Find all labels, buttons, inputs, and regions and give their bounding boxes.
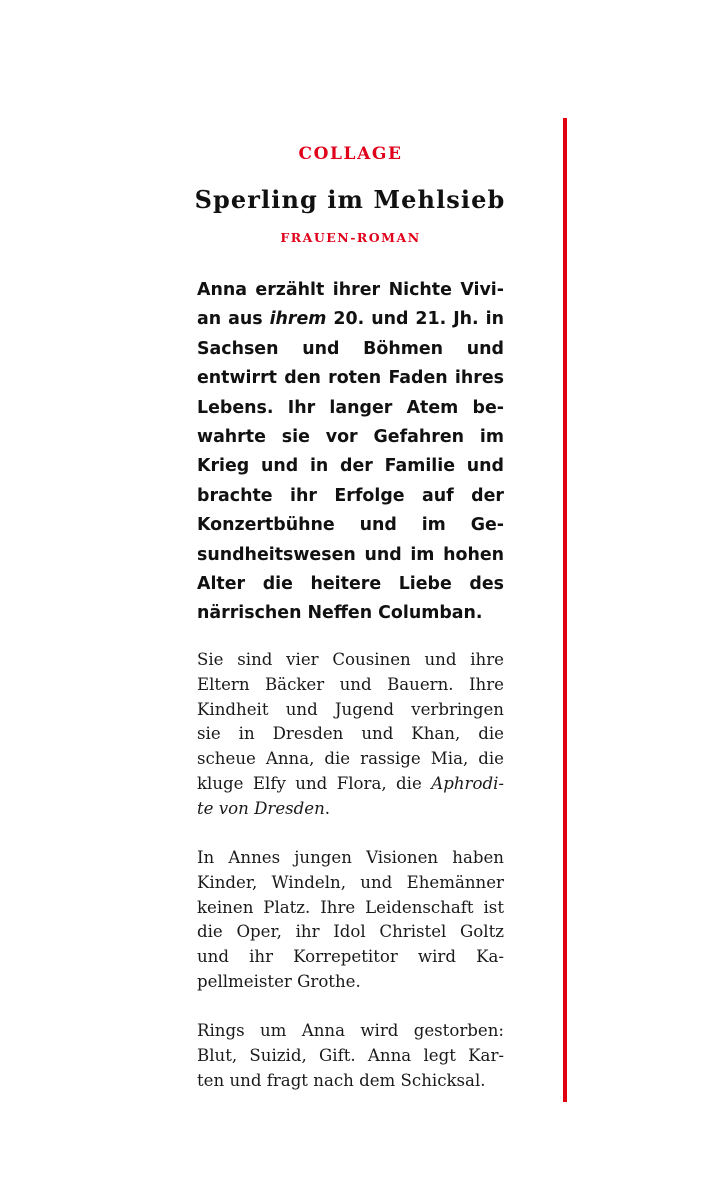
body-line: keinen Platz. Ihre Leidenschaft ist	[197, 897, 504, 917]
body-text-run: kluge Elfy und Flora, die	[197, 773, 432, 793]
paragraph-visions	[197, 846, 504, 995]
body-line: die Oper, ihr Idol Christel Goltz	[197, 922, 504, 942]
blurb-line: Sachsen und Böhmen und	[197, 338, 504, 359]
body-line: Kindheit und Jugend verbringen	[197, 699, 504, 719]
body-line: und ihr Korrepetitor wird Ka-	[197, 947, 504, 966]
body-emphasis: Aphrodi-	[431, 773, 504, 793]
vertical-red-rule	[563, 118, 567, 1102]
blurb-text: 20. und 21. Jh. in	[326, 309, 504, 330]
blurb-line: Lebens. Ihr langer Atem be-	[197, 397, 504, 418]
blurb-line: Anna erzählt ihrer Nichte Vivi-	[197, 280, 504, 300]
body-text-run: .	[324, 798, 331, 818]
paragraph-cousins	[197, 648, 504, 821]
blurb-line: wahrte sie vor Gefahren im	[197, 426, 504, 447]
blurb-line: brachte ihr Erfolge auf der	[197, 485, 504, 506]
body-line	[197, 797, 504, 822]
paragraph-fate	[197, 1019, 504, 1093]
body-line: sie in Dresden und Khan, die	[197, 724, 504, 744]
blurb-line: Krieg und in der Familie und	[197, 456, 504, 477]
blurb-paragraph	[197, 276, 504, 629]
blurb-line: Konzertbühne und im Ge-	[197, 515, 504, 536]
body-line	[197, 772, 504, 797]
body-emphasis: te von Dresden	[197, 798, 325, 818]
blurb-line: närrischen Neffen Columban.	[197, 603, 483, 624]
blurb-line: entwirrt den roten Faden ihres	[197, 368, 504, 389]
body-line: Blut, Suizid, Gift. Anna legt Kar-	[197, 1046, 504, 1065]
blurb-line: Alter die heitere Liebe des	[197, 573, 504, 594]
body-line: ten und fragt nach dem Schicksal.	[197, 1070, 486, 1090]
body-line: Rings um Anna wird gestorben:	[197, 1021, 504, 1041]
blurb-text: an aus	[197, 309, 270, 330]
blurb-emphasis: ihrem	[269, 309, 327, 330]
body-line: Eltern Bäcker und Bauern. Ihre	[197, 674, 504, 694]
body-line: scheue Anna, die rassige Mia, die	[197, 749, 504, 768]
body-line: In Annes jungen Visionen haben	[197, 848, 504, 867]
blurb-line: sundheitswesen und im hohen	[197, 544, 504, 565]
blurb-line	[197, 305, 504, 334]
book-title: Sperling im Mehlsieb	[194, 185, 506, 214]
body-text	[197, 648, 504, 1094]
genre-subtitle: FRAUEN-ROMAN	[280, 230, 421, 245]
body-line: Sie sind vier Cousinen und ihre	[197, 650, 504, 669]
body-line: pellmeister Grothe.	[197, 971, 361, 991]
series-kicker: COLLAGE	[298, 144, 403, 164]
body-line: Kinder, Windeln, und Ehemänner	[197, 872, 504, 892]
